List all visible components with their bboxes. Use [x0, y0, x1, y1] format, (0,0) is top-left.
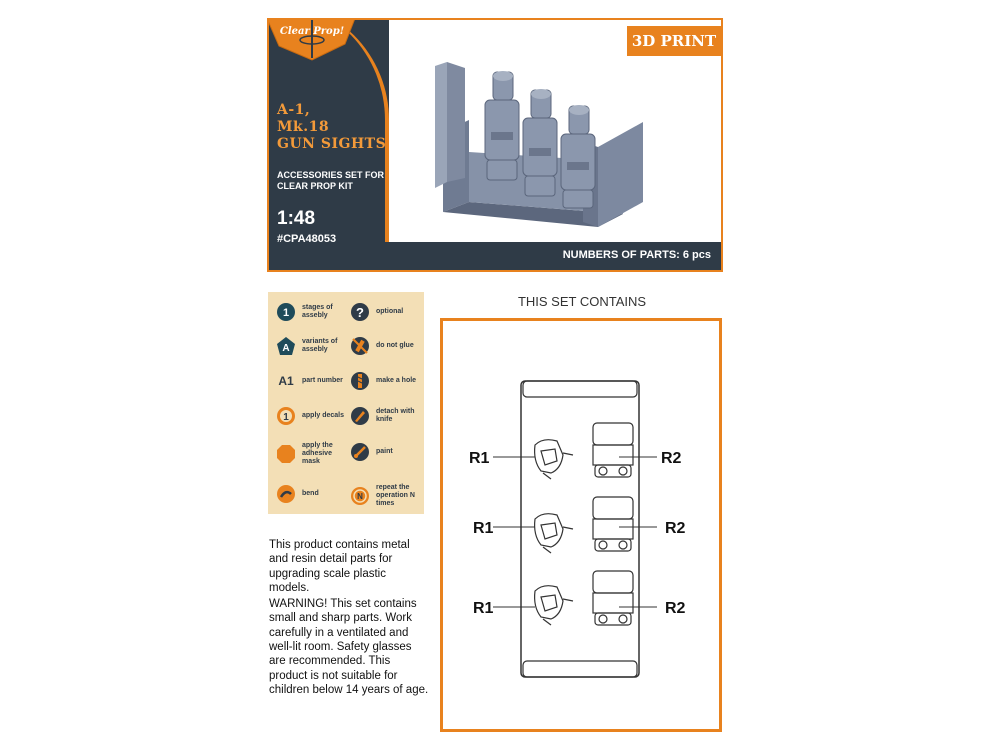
- warning-paragraph: WARNING! This set contains small and sharp parts. Work carefully in a ventilated and well-lit room. Safety glasses are recommended. This product is not suitable for children below 14 years of age.: [269, 598, 429, 696]
- product-render-image: [433, 42, 653, 232]
- legend-item: [350, 406, 420, 426]
- symbols-legend: [268, 292, 424, 514]
- part-label-r2: R2: [661, 450, 682, 467]
- legend-text: stages of assebly: [302, 304, 333, 319]
- 3d-print-badge: 3D PRINT: [627, 26, 721, 56]
- legend-item: [350, 442, 420, 462]
- svg-text:?: ?: [356, 305, 364, 320]
- drill-icon: [350, 371, 370, 391]
- legend-text: detach with knife: [376, 408, 415, 423]
- legend-text: part number: [302, 377, 343, 384]
- paint-brush-icon: [350, 442, 370, 462]
- legend-item: [276, 371, 346, 391]
- legend-item: [276, 406, 346, 426]
- part-label-r1: R1: [473, 520, 494, 537]
- part-label-r2: R2: [665, 520, 686, 537]
- product-subtitle: ACCESSORIES SET FOR CLEAR PROP KIT: [277, 170, 385, 191]
- legend-text: variants of assebly: [302, 338, 338, 353]
- legend-text: optional: [376, 308, 404, 315]
- legend-text: make a hole: [376, 377, 417, 384]
- legend-item: [276, 484, 346, 504]
- legend-item: [276, 302, 346, 322]
- svg-text:1: 1: [282, 307, 290, 319]
- pentagon-letter-icon: [276, 336, 296, 356]
- scale-label: 1:48: [277, 208, 316, 229]
- parts-count: NUMBERS OF PARTS: 6 pcs: [562, 249, 711, 261]
- knife-icon: [350, 406, 370, 426]
- product-header-card: [267, 18, 723, 272]
- product-title: [277, 102, 386, 153]
- do-not-glue-icon: [350, 336, 370, 356]
- mask-icon: [276, 444, 296, 464]
- number-circle-icon: [276, 302, 296, 322]
- title-line: A-1,: [277, 102, 311, 118]
- product-info-paragraph: This product contains metal and resin detail parts for upgrading scale plastic models.: [269, 539, 410, 594]
- legend-text: do not glue: [376, 342, 414, 349]
- legend-item: [276, 442, 346, 466]
- legend-item: [350, 302, 420, 322]
- product-code: #CPA48053: [277, 233, 337, 245]
- repeat-icon: [350, 486, 370, 506]
- parts-diagram-box: [440, 318, 722, 732]
- legend-item: [350, 336, 420, 356]
- r2-parts: [593, 423, 633, 625]
- legend-text: repeat the operation N times: [376, 484, 415, 507]
- decal-icon: [276, 406, 296, 426]
- warning-text-block: [269, 538, 429, 699]
- legend-item: [350, 484, 420, 508]
- part-label-r2: R2: [665, 600, 686, 617]
- title-line: GUN SIGHTS: [277, 136, 387, 152]
- part-number-icon: A1: [278, 374, 294, 388]
- question-circle-icon: [350, 302, 370, 322]
- r1-parts: [535, 440, 573, 625]
- svg-text:A: A: [282, 343, 290, 354]
- title-line: Mk.18: [277, 119, 330, 135]
- part-label-r1: R1: [469, 450, 490, 467]
- logo-text: Clear Prop!: [279, 26, 345, 37]
- legend-text: paint: [376, 448, 393, 455]
- legend-text: apply decals: [302, 412, 345, 419]
- part-label-r1: R1: [473, 600, 494, 617]
- svg-text:1: 1: [283, 412, 289, 423]
- legend-item: [350, 371, 420, 391]
- bend-icon: [276, 484, 296, 504]
- set-contains-title: THIS SET CONTAINS: [517, 294, 647, 309]
- svg-text:N: N: [357, 492, 363, 501]
- legend-text: bend: [302, 490, 319, 497]
- legend-text: apply the adhesive mask: [302, 442, 333, 465]
- parts-sprue-diagram: [443, 321, 719, 729]
- clear-prop-logo: [267, 18, 367, 62]
- legend-item: [276, 336, 346, 356]
